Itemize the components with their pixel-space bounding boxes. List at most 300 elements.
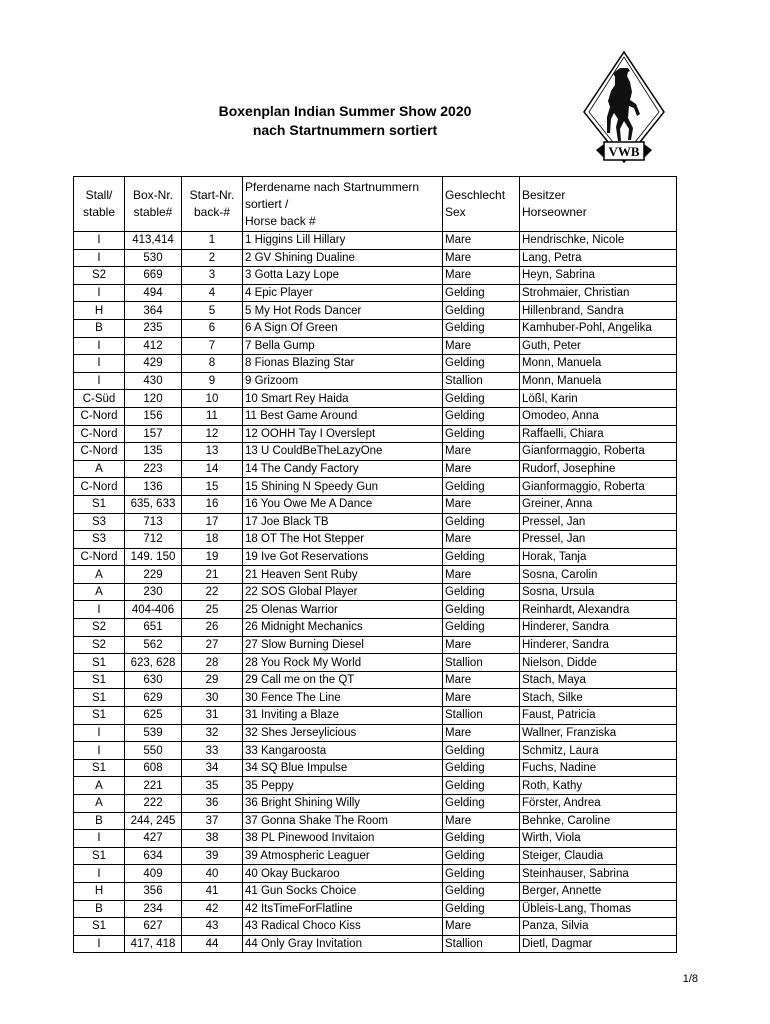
cell-stall: S1	[74, 671, 125, 689]
cell-owner: Guth, Peter	[520, 337, 677, 355]
cell-stall: S3	[74, 513, 125, 531]
table-row	[74, 795, 677, 813]
cell-stall: S1	[74, 918, 125, 936]
cell-stall: S1	[74, 847, 125, 865]
title-line-2: nach Startnummern sortiert	[252, 122, 438, 138]
table-row	[74, 425, 677, 443]
cell-box: 156	[125, 407, 182, 425]
cell-box: 712	[125, 531, 182, 549]
table-row	[74, 900, 677, 918]
cell-box: 669	[125, 267, 182, 285]
cell-horse: 2 GV Shining Dualine	[243, 249, 443, 267]
cell-box: 627	[125, 918, 182, 936]
logo-text: VWB	[608, 144, 640, 159]
cell-sex: Gelding	[443, 478, 520, 496]
header-start: Start-Nr. back-#	[182, 177, 243, 232]
cell-start: 26	[182, 619, 243, 637]
cell-box: 562	[125, 636, 182, 654]
table-row	[74, 830, 677, 848]
cell-stall: I	[74, 742, 125, 760]
cell-start: 35	[182, 777, 243, 795]
table-row	[74, 619, 677, 637]
cell-stall: S2	[74, 267, 125, 285]
cell-horse: 10 Smart Rey Haida	[243, 390, 443, 408]
table-row	[74, 742, 677, 760]
cell-start: 2	[182, 249, 243, 267]
cell-box: 635, 633	[125, 495, 182, 513]
cell-sex: Mare	[443, 232, 520, 250]
table-row	[74, 284, 677, 302]
stable-plan-table	[73, 176, 677, 953]
cell-start: 18	[182, 531, 243, 549]
cell-owner: Pressel, Jan	[520, 531, 677, 549]
cell-horse: 39 Atmospheric Leaguer	[243, 847, 443, 865]
cell-box: 244, 245	[125, 812, 182, 830]
cell-sex: Gelding	[443, 882, 520, 900]
cell-sex: Mare	[443, 566, 520, 584]
cell-box: 625	[125, 707, 182, 725]
cell-owner: Roth, Kathy	[520, 777, 677, 795]
cell-box: 651	[125, 619, 182, 637]
cell-box: 427	[125, 830, 182, 848]
cell-horse: 16 You Owe Me A Dance	[243, 495, 443, 513]
table-row	[74, 495, 677, 513]
table-row	[74, 812, 677, 830]
cell-sex: Gelding	[443, 777, 520, 795]
cell-owner: Hinderer, Sandra	[520, 619, 677, 637]
cell-start: 1	[182, 232, 243, 250]
cell-sex: Gelding	[443, 601, 520, 619]
cell-box: 539	[125, 724, 182, 742]
cell-box: 412	[125, 337, 182, 355]
cell-horse: 17 Joe Black TB	[243, 513, 443, 531]
cell-horse: 42 ItsTimeForFlatline	[243, 900, 443, 918]
cell-box: 234	[125, 900, 182, 918]
cell-stall: S2	[74, 636, 125, 654]
header-stall: Stall/ stable	[74, 177, 125, 232]
cell-owner: Lang, Petra	[520, 249, 677, 267]
cell-owner: Fuchs, Nadine	[520, 759, 677, 777]
cell-start: 22	[182, 583, 243, 601]
cell-stall: B	[74, 812, 125, 830]
cell-owner: Förster, Andrea	[520, 795, 677, 813]
table-row	[74, 707, 677, 725]
cell-horse: 25 Olenas Warrior	[243, 601, 443, 619]
header-owner: Besitzer Horseowner	[520, 177, 677, 232]
cell-sex: Stallion	[443, 935, 520, 953]
cell-horse: 44 Only Gray Invitation	[243, 935, 443, 953]
cell-stall: I	[74, 337, 125, 355]
cell-horse: 11 Best Game Around	[243, 407, 443, 425]
cell-sex: Stallion	[443, 654, 520, 672]
cell-stall: S2	[74, 619, 125, 637]
cell-owner: Reinhardt, Alexandra	[520, 601, 677, 619]
cell-sex: Gelding	[443, 830, 520, 848]
cell-sex: Gelding	[443, 284, 520, 302]
cell-start: 31	[182, 707, 243, 725]
cell-start: 21	[182, 566, 243, 584]
cell-horse: 18 OT The Hot Stepper	[243, 531, 443, 549]
cell-start: 32	[182, 724, 243, 742]
cell-owner: Pressel, Jan	[520, 513, 677, 531]
cell-stall: C-Nord	[74, 548, 125, 566]
cell-horse: 38 PL Pinewood Invitaion	[243, 830, 443, 848]
cell-stall: S1	[74, 689, 125, 707]
cell-box: 417, 418	[125, 935, 182, 953]
cell-owner: Panza, Silvia	[520, 918, 677, 936]
cell-sex: Gelding	[443, 847, 520, 865]
cell-box: 356	[125, 882, 182, 900]
cell-sex: Gelding	[443, 548, 520, 566]
cell-start: 36	[182, 795, 243, 813]
table-row	[74, 267, 677, 285]
cell-horse: 19 Ive Got Reservations	[243, 548, 443, 566]
document-title	[160, 102, 530, 140]
cell-horse: 34 SQ Blue Impulse	[243, 759, 443, 777]
cell-horse: 22 SOS Global Player	[243, 583, 443, 601]
cell-box: 223	[125, 460, 182, 478]
table-row	[74, 636, 677, 654]
cell-start: 27	[182, 636, 243, 654]
cell-box: 120	[125, 390, 182, 408]
table-row	[74, 372, 677, 390]
cell-start: 37	[182, 812, 243, 830]
cell-sex: Gelding	[443, 407, 520, 425]
cell-start: 17	[182, 513, 243, 531]
cell-sex: Gelding	[443, 865, 520, 883]
cell-box: 550	[125, 742, 182, 760]
cell-start: 7	[182, 337, 243, 355]
cell-horse: 35 Peppy	[243, 777, 443, 795]
cell-owner: Hillenbrand, Sandra	[520, 302, 677, 320]
header-sex: Geschlecht Sex	[443, 177, 520, 232]
table-row	[74, 249, 677, 267]
cell-start: 3	[182, 267, 243, 285]
cell-stall: H	[74, 882, 125, 900]
cell-horse: 40 Okay Buckaroo	[243, 865, 443, 883]
vwb-logo	[582, 50, 666, 168]
cell-box: 409	[125, 865, 182, 883]
cell-stall: S3	[74, 531, 125, 549]
cell-sex: Mare	[443, 267, 520, 285]
cell-box: 630	[125, 671, 182, 689]
table-row	[74, 390, 677, 408]
cell-start: 39	[182, 847, 243, 865]
cell-stall: S1	[74, 654, 125, 672]
cell-stall: I	[74, 830, 125, 848]
table-row	[74, 654, 677, 672]
cell-start: 9	[182, 372, 243, 390]
cell-sex: Mare	[443, 689, 520, 707]
cell-horse: 21 Heaven Sent Ruby	[243, 566, 443, 584]
cell-stall: B	[74, 319, 125, 337]
cell-stall: I	[74, 355, 125, 373]
cell-owner: Kamhuber-Pohl, Angelika	[520, 319, 677, 337]
cell-stall: I	[74, 724, 125, 742]
cell-stall: C-Nord	[74, 478, 125, 496]
cell-stall: I	[74, 865, 125, 883]
table-row	[74, 460, 677, 478]
cell-sex: Gelding	[443, 425, 520, 443]
cell-horse: 1 Higgins Lill Hillary	[243, 232, 443, 250]
cell-start: 5	[182, 302, 243, 320]
table-row	[74, 583, 677, 601]
cell-sex: Gelding	[443, 619, 520, 637]
cell-horse: 3 Gotta Lazy Lope	[243, 267, 443, 285]
cell-horse: 4 Epic Player	[243, 284, 443, 302]
table-row	[74, 302, 677, 320]
cell-stall: A	[74, 583, 125, 601]
table-header-row	[74, 177, 677, 232]
cell-stall: I	[74, 232, 125, 250]
table-row	[74, 531, 677, 549]
cell-box: 413,414	[125, 232, 182, 250]
table-row	[74, 759, 677, 777]
table-row	[74, 443, 677, 461]
cell-start: 16	[182, 495, 243, 513]
cell-start: 13	[182, 443, 243, 461]
table-row	[74, 847, 677, 865]
cell-box: 629	[125, 689, 182, 707]
cell-horse: 8 Fionas Blazing Star	[243, 355, 443, 373]
cell-start: 15	[182, 478, 243, 496]
table-row	[74, 566, 677, 584]
cell-owner: Sosna, Carolin	[520, 566, 677, 584]
cell-start: 43	[182, 918, 243, 936]
cell-sex: Gelding	[443, 795, 520, 813]
cell-box: 713	[125, 513, 182, 531]
cell-sex: Mare	[443, 249, 520, 267]
cell-owner: Übleis-Lang, Thomas	[520, 900, 677, 918]
cell-box: 530	[125, 249, 182, 267]
cell-box: 634	[125, 847, 182, 865]
cell-owner: Stach, Maya	[520, 671, 677, 689]
cell-start: 29	[182, 671, 243, 689]
cell-horse: 31 Inviting a Blaze	[243, 707, 443, 725]
cell-start: 8	[182, 355, 243, 373]
cell-stall: C-Süd	[74, 390, 125, 408]
table-row	[74, 724, 677, 742]
cell-owner: Steinhauser, Sabrina	[520, 865, 677, 883]
cell-stall: S1	[74, 707, 125, 725]
cell-sex: Gelding	[443, 583, 520, 601]
cell-box: 149. 150	[125, 548, 182, 566]
cell-owner: Horak, Tanja	[520, 548, 677, 566]
cell-start: 11	[182, 407, 243, 425]
cell-stall: A	[74, 795, 125, 813]
cell-stall: A	[74, 566, 125, 584]
cell-start: 38	[182, 830, 243, 848]
cell-owner: Rudorf, Josephine	[520, 460, 677, 478]
cell-stall: I	[74, 249, 125, 267]
table-row	[74, 671, 677, 689]
table-row	[74, 478, 677, 496]
cell-start: 10	[182, 390, 243, 408]
cell-owner: Sosna, Ursula	[520, 583, 677, 601]
cell-owner: Gianformaggio, Roberta	[520, 478, 677, 496]
cell-start: 30	[182, 689, 243, 707]
cell-start: 6	[182, 319, 243, 337]
cell-owner: Wirth, Viola	[520, 830, 677, 848]
cell-box: 157	[125, 425, 182, 443]
cell-sex: Gelding	[443, 900, 520, 918]
cell-box: 404-406	[125, 601, 182, 619]
cell-box: 429	[125, 355, 182, 373]
table-row	[74, 882, 677, 900]
cell-owner: Wallner, Franziska	[520, 724, 677, 742]
cell-owner: Heyn, Sabrina	[520, 267, 677, 285]
cell-start: 25	[182, 601, 243, 619]
table-row	[74, 777, 677, 795]
cell-start: 34	[182, 759, 243, 777]
cell-stall: C-Nord	[74, 425, 125, 443]
cell-horse: 43 Radical Choco Kiss	[243, 918, 443, 936]
cell-owner: Omodeo, Anna	[520, 407, 677, 425]
cell-box: 136	[125, 478, 182, 496]
cell-owner: Lößl, Karin	[520, 390, 677, 408]
cell-owner: Hinderer, Sandra	[520, 636, 677, 654]
cell-horse: 14 The Candy Factory	[243, 460, 443, 478]
cell-horse: 7 Bella Gump	[243, 337, 443, 355]
cell-stall: I	[74, 372, 125, 390]
cell-sex: Mare	[443, 812, 520, 830]
cell-stall: A	[74, 777, 125, 795]
cell-owner: Gianformaggio, Roberta	[520, 443, 677, 461]
cell-box: 135	[125, 443, 182, 461]
cell-owner: Dietl, Dagmar	[520, 935, 677, 953]
cell-owner: Strohmaier, Christian	[520, 284, 677, 302]
cell-horse: 13 U CouldBeTheLazyOne	[243, 443, 443, 461]
cell-stall: B	[74, 900, 125, 918]
table-row	[74, 232, 677, 250]
cell-box: 229	[125, 566, 182, 584]
cell-stall: I	[74, 935, 125, 953]
cell-start: 41	[182, 882, 243, 900]
cell-box: 494	[125, 284, 182, 302]
cell-horse: 27 Slow Burning Diesel	[243, 636, 443, 654]
header-box: Box-Nr. stable#	[125, 177, 182, 232]
cell-owner: Berger, Annette	[520, 882, 677, 900]
cell-horse: 41 Gun Socks Choice	[243, 882, 443, 900]
table-row	[74, 935, 677, 953]
cell-start: 4	[182, 284, 243, 302]
cell-stall: S1	[74, 759, 125, 777]
cell-box: 608	[125, 759, 182, 777]
cell-sex: Stallion	[443, 372, 520, 390]
cell-stall: I	[74, 601, 125, 619]
cell-horse: 36 Bright Shining Willy	[243, 795, 443, 813]
cell-horse: 30 Fence The Line	[243, 689, 443, 707]
table-row	[74, 337, 677, 355]
cell-owner: Hendrischke, Nicole	[520, 232, 677, 250]
cell-horse: 32 Shes Jerseylicious	[243, 724, 443, 742]
cell-sex: Mare	[443, 724, 520, 742]
cell-horse: 26 Midnight Mechanics	[243, 619, 443, 637]
cell-sex: Gelding	[443, 319, 520, 337]
cell-sex: Mare	[443, 671, 520, 689]
cell-box: 230	[125, 583, 182, 601]
cell-box: 364	[125, 302, 182, 320]
cell-stall: A	[74, 460, 125, 478]
cell-sex: Mare	[443, 636, 520, 654]
table-row	[74, 548, 677, 566]
cell-horse: 37 Gonna Shake The Room	[243, 812, 443, 830]
cell-owner: Behnke, Caroline	[520, 812, 677, 830]
table-row	[74, 513, 677, 531]
cell-box: 623, 628	[125, 654, 182, 672]
cell-owner: Monn, Manuela	[520, 372, 677, 390]
title-line-1: Boxenplan Indian Summer Show 2020	[218, 103, 472, 119]
cell-horse: 12 OOHH Tay I Overslept	[243, 425, 443, 443]
cell-sex: Gelding	[443, 355, 520, 373]
cell-sex: Mare	[443, 531, 520, 549]
cell-sex: Stallion	[443, 707, 520, 725]
cell-start: 40	[182, 865, 243, 883]
table-row	[74, 689, 677, 707]
cell-horse: 9 Grizoom	[243, 372, 443, 390]
table-row	[74, 865, 677, 883]
cell-sex: Gelding	[443, 390, 520, 408]
cell-start: 42	[182, 900, 243, 918]
cell-sex: Mare	[443, 460, 520, 478]
cell-start: 44	[182, 935, 243, 953]
cell-owner: Nielson, Didde	[520, 654, 677, 672]
table-row	[74, 601, 677, 619]
cell-start: 12	[182, 425, 243, 443]
cell-stall: C-Nord	[74, 443, 125, 461]
cell-horse: 28 You Rock My World	[243, 654, 443, 672]
cell-box: 221	[125, 777, 182, 795]
cell-horse: 15 Shining N Speedy Gun	[243, 478, 443, 496]
cell-owner: Faust, Patricia	[520, 707, 677, 725]
cell-owner: Schmitz, Laura	[520, 742, 677, 760]
table-row	[74, 918, 677, 936]
cell-stall: I	[74, 284, 125, 302]
cell-start: 28	[182, 654, 243, 672]
cell-sex: Mare	[443, 443, 520, 461]
cell-sex: Gelding	[443, 742, 520, 760]
cell-horse: 5 My Hot Rods Dancer	[243, 302, 443, 320]
cell-stall: H	[74, 302, 125, 320]
cell-sex: Gelding	[443, 302, 520, 320]
page-number: 1/8	[682, 973, 698, 985]
cell-start: 19	[182, 548, 243, 566]
table-row	[74, 319, 677, 337]
cell-sex: Mare	[443, 337, 520, 355]
table-row	[74, 407, 677, 425]
cell-horse: 29 Call me on the QT	[243, 671, 443, 689]
cell-sex: Mare	[443, 918, 520, 936]
cell-box: 235	[125, 319, 182, 337]
header-horse: Pferdename nach Startnummern sortiert / Horse back #	[243, 177, 443, 232]
cell-start: 14	[182, 460, 243, 478]
cell-stall: C-Nord	[74, 407, 125, 425]
cell-sex: Mare	[443, 495, 520, 513]
cell-sex: Gelding	[443, 513, 520, 531]
table-row	[74, 355, 677, 373]
cell-owner: Raffaelli, Chiara	[520, 425, 677, 443]
table-body	[74, 232, 677, 953]
cell-box: 222	[125, 795, 182, 813]
cell-horse: 6 A Sign Of Green	[243, 319, 443, 337]
cell-stall: S1	[74, 495, 125, 513]
cell-owner: Steiger, Claudia	[520, 847, 677, 865]
cell-start: 33	[182, 742, 243, 760]
cell-box: 430	[125, 372, 182, 390]
cell-owner: Monn, Manuela	[520, 355, 677, 373]
cell-sex: Gelding	[443, 759, 520, 777]
cell-horse: 33 Kangaroosta	[243, 742, 443, 760]
